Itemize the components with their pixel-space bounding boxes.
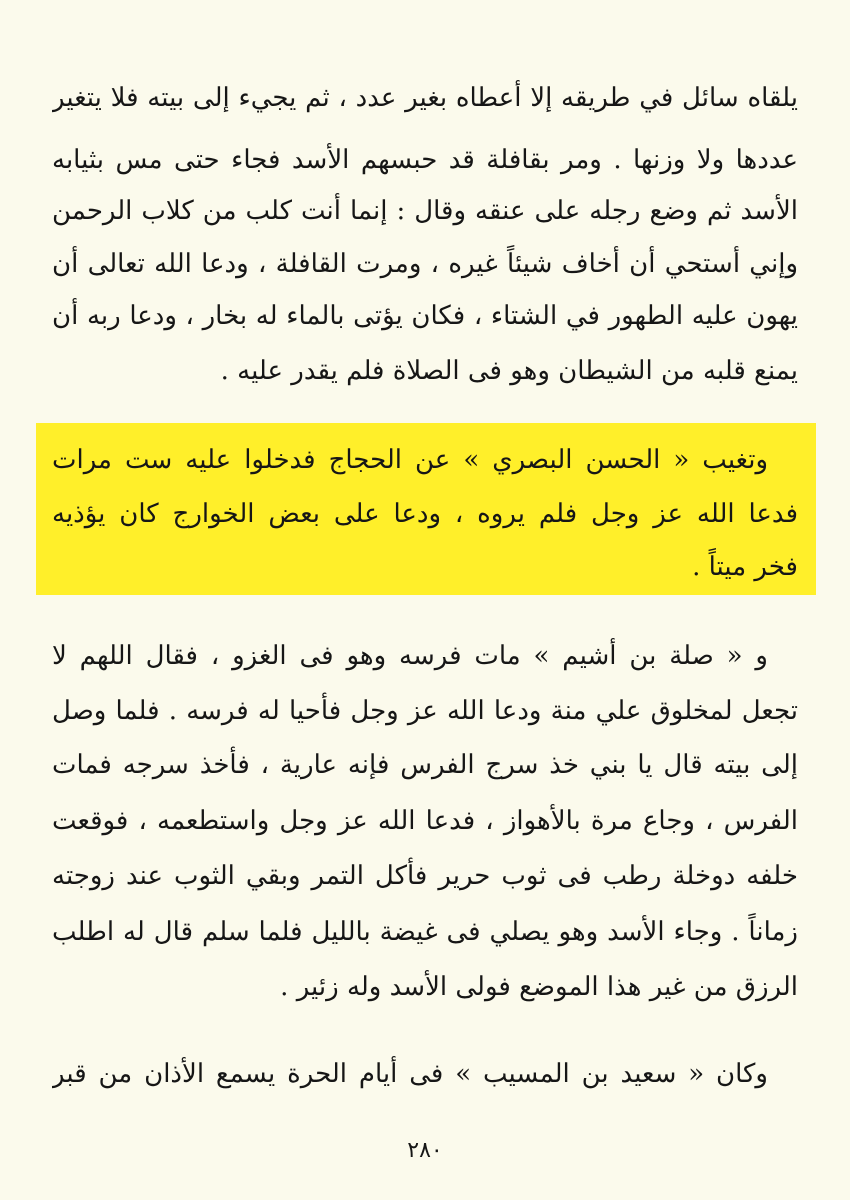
text-line: فدعا الله عز وجل فلم يروه ، ودعا على بعض الخوارج كان يؤذيه (52, 499, 798, 529)
text-line: عددها ولا وزنها . ومر بقافلة قد حبسهم الأسد فجاء حتى مس بثيابه (52, 145, 798, 175)
text-line: زماناً . وجاء الأسد وهو يصلي فى غيضة بالليل فلما سلم قال له اطلب (52, 917, 798, 947)
page-number: ٢٨٠ (407, 1138, 443, 1163)
text-line: يهون عليه الطهور في الشتاء ، فكان يؤتى بالماء له بخار ، ودعا ربه أن (52, 301, 798, 331)
text-line: وتغيب « الحسن البصري » عن الحجاج فدخلوا عليه ست مرات (52, 445, 768, 475)
text-line: وإني أستحي أن أخاف شيئاً غيره ، ومرت القافلة ، ودعا الله تعالى أن (52, 249, 798, 279)
text-line: يمنع قلبه من الشيطان وهو فى الصلاة فلم يقدر عليه . (220, 356, 798, 386)
text-line: تجعل لمخلوق علي منة ودعا الله عز وجل فأحيا له فرسه . فلما وصل (52, 696, 798, 726)
text-line: فخر ميتاً . (692, 552, 798, 582)
text-line: وكان « سعيد بن المسيب » فى أيام الحرة يسمع الأذان من قبر (52, 1059, 768, 1089)
text-line: خلفه دوخلة رطب فى ثوب حرير فأكل التمر وبقي الثوب عند زوجته (52, 861, 798, 891)
text-line: و « صلة بن أشيم » مات فرسه وهو فى الغزو ، فقال اللهم لا (52, 641, 768, 671)
text-line: الأسد ثم وضع رجله على عنقه وقال : إنما أنت كلب من كلاب الرحمن (52, 196, 798, 226)
text-line: يلقاه سائل في طريقه إلا أعطاه بغير عدد ، ثم يجيء إلى بيته فلا يتغير (52, 83, 798, 113)
text-line: الرزق من غير هذا الموضع فولى الأسد وله زئير . (280, 972, 798, 1002)
text-line: الفرس ، وجاع مرة بالأهواز ، فدعا الله عز وجل واستطعمه ، فوقعت (52, 806, 798, 836)
text-line: إلى بيته قال يا بني خذ سرج الفرس فإنه عارية ، فأخذ سرجه فمات (52, 750, 798, 780)
